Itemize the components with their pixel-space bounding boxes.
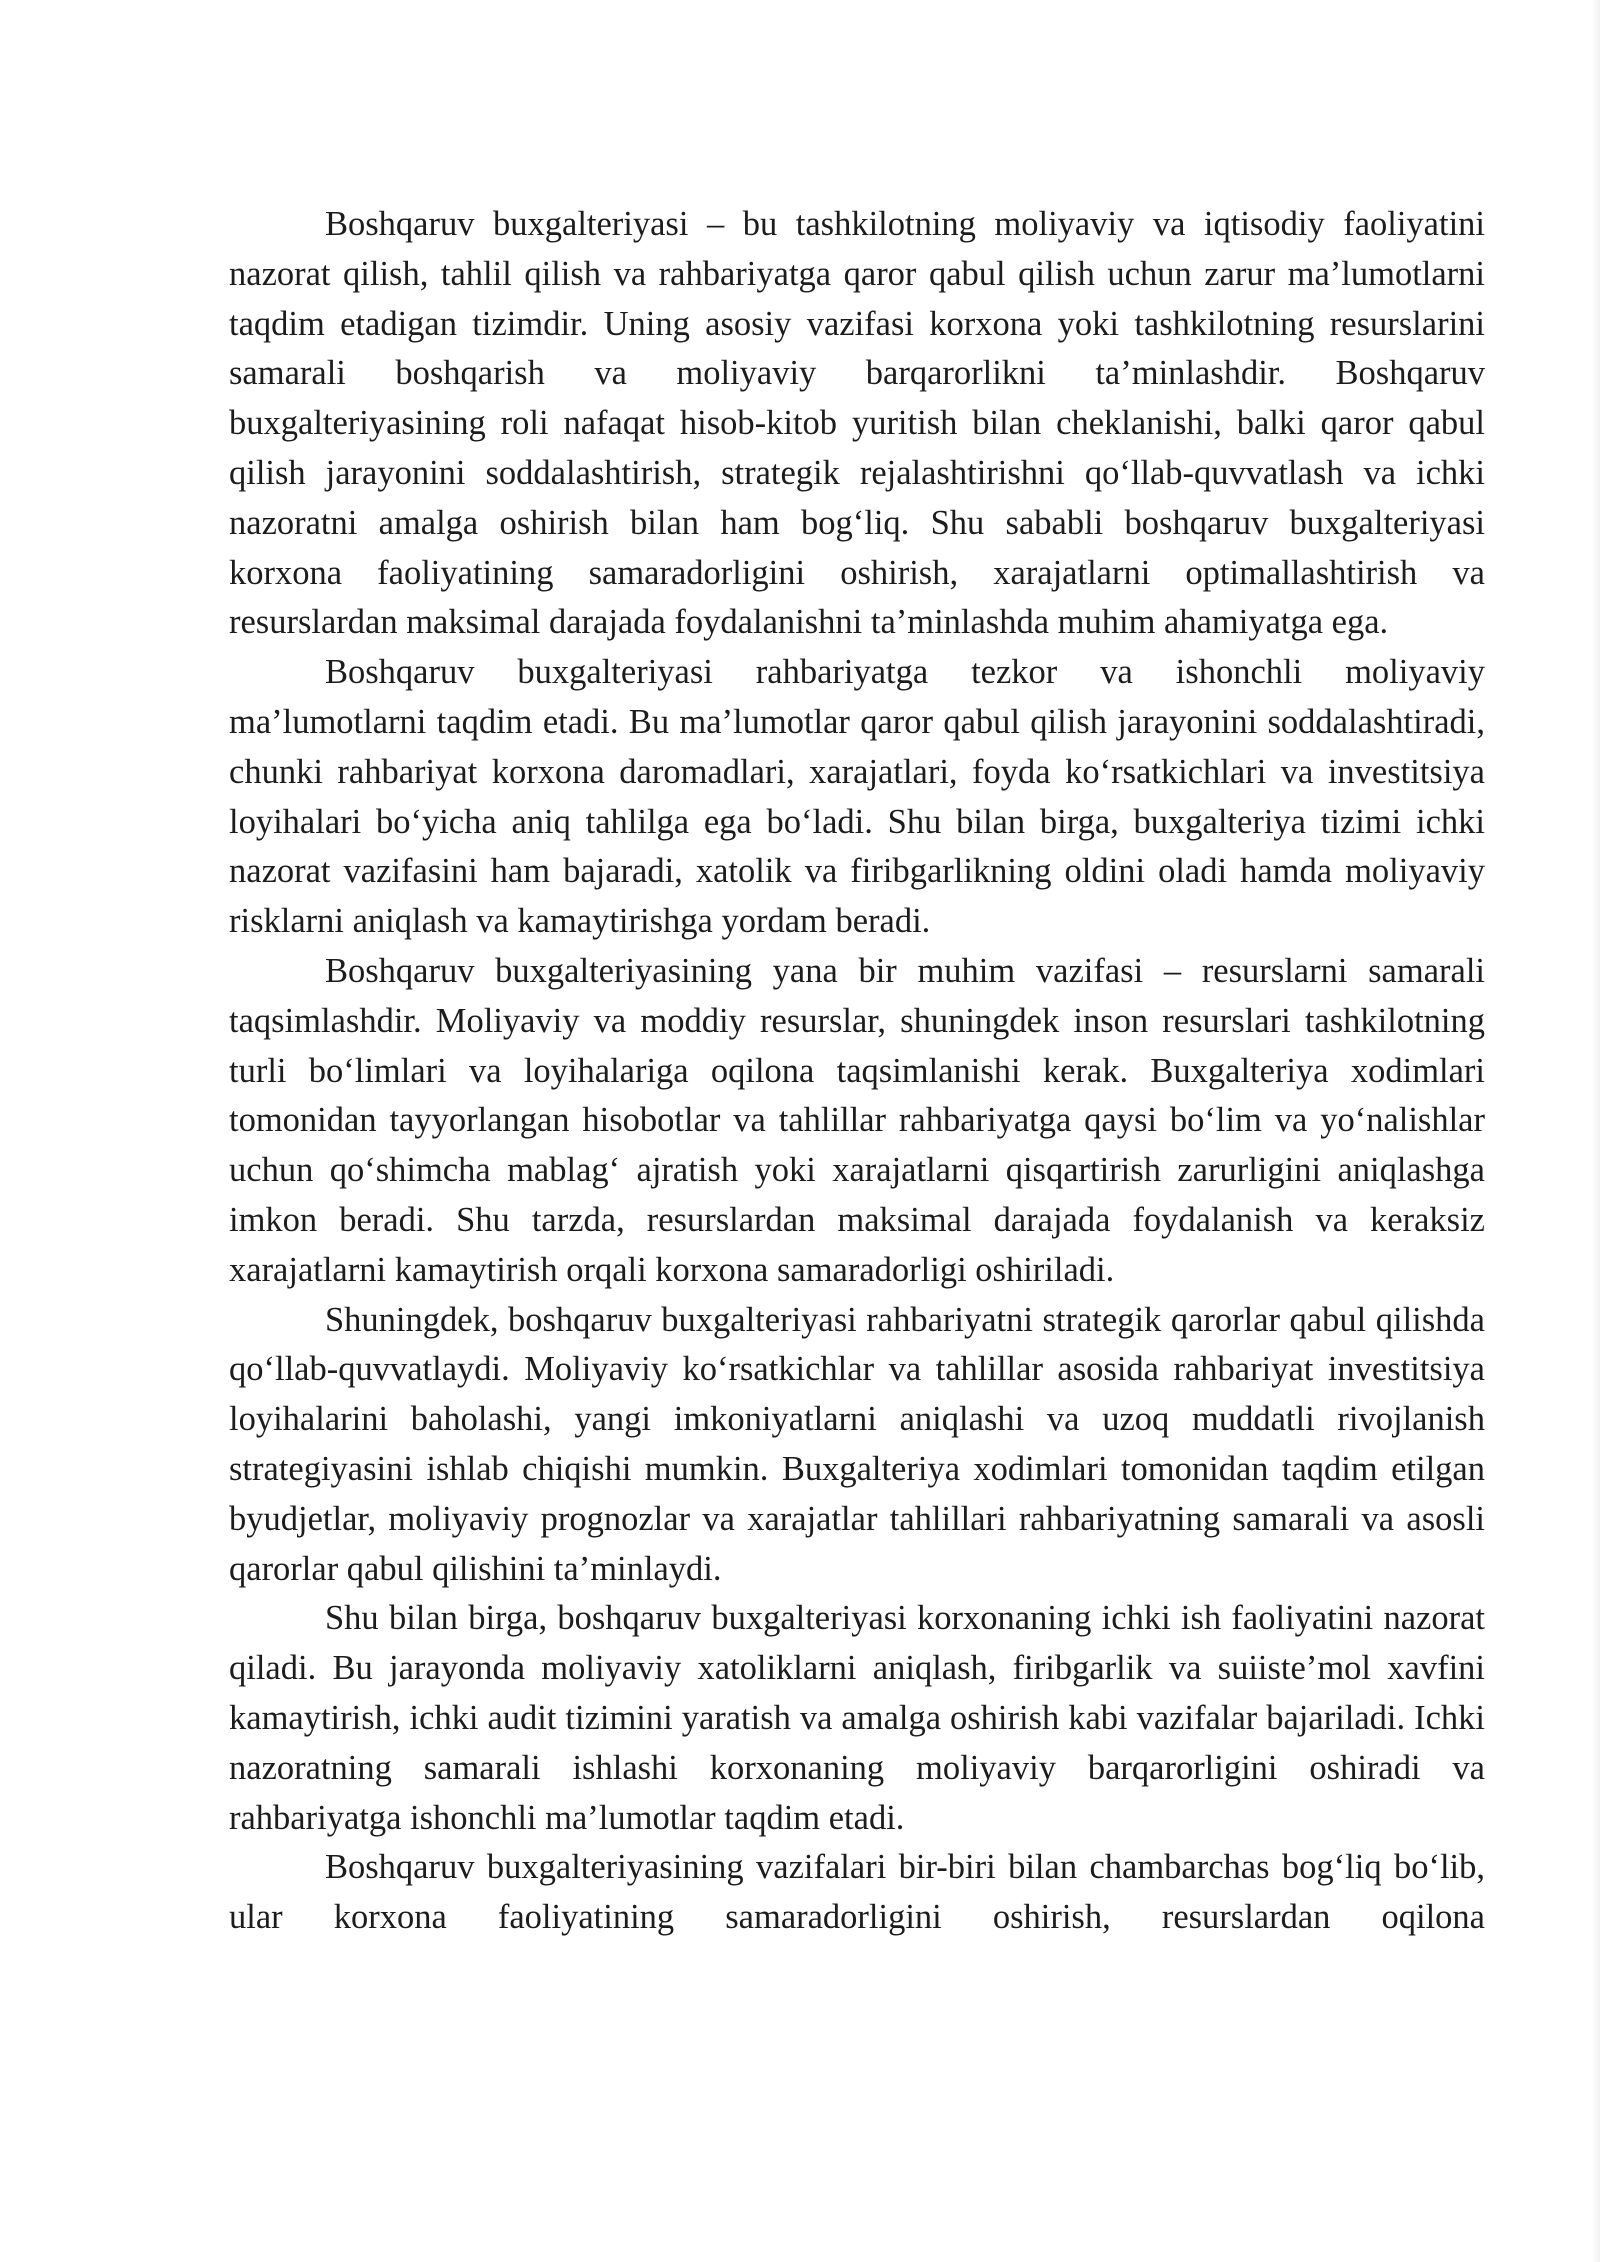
body-text (229, 200, 1485, 1943)
paragraph: Shu bilan birga, boshqaruv buxgalteriyasi korxonaning ichki ish faoliyatini nazorat qiladi. Bu jarayonda moliyaviy xatoliklarni aniqlash, firibgarlik va suiiste’mol xavfini kamaytirish, ichki audit tizimini yaratish va amalga oshirish kabi vazifalar bajariladi. Ichki nazoratning samarali ishlashi korxonaning moliyaviy barqarorligini oshiradi va rahbariyatga ishonchli ma’lumotlar taqdim etadi. (229, 1599, 1485, 1837)
paragraph: Boshqaruv buxgalteriyasining vazifalari bir-biri bilan chambarchas bog‘liq bo‘lib, ular korxona faoliyatining samaradorligini oshirish, resurslardan oqilona (229, 1848, 1485, 1937)
paragraph: Boshqaruv buxgalteriyasining yana bir muhim vazifasi – resurslarni samarali taqsimlashdir. Moliyaviy va moddiy resurslar, shuningdek inson resurslari tashkilotning turli bo‘limlari va loyihalariga oqilona taqsimlanishi kerak. Buxgalteriya xodimlari tomonidan tayyorlangan hisobotlar va tahlillar rahbariyatga qaysi bo‘lim va yo‘nalishlar uchun qo‘shimcha mablag‘ ajratish yoki xarajatlarni qisqartirish zarurligini aniqlashga imkon beradi. Shu tarzda, resurslardan maksimal darajada foydalanish va keraksiz xarajatlarni kamaytirish orqali korxona samaradorligi oshiriladi. (229, 951, 1485, 1289)
paragraph: Shuningdek, boshqaruv buxgalteriyasi rahbariyatni strategik qarorlar qabul qilishda qo‘llab-quvvatlaydi. Moliyaviy ko‘rsatkichlar va tahlillar asosida rahbariyat investitsiya loyihalarini baholashi, yangi imkoniyatlarni aniqlashi va uzoq muddatli rivojlanish strategiyasini ishlab chiqishi mumkin. Buxgalteriya xodimlari tomonidan taqdim etilgan byudjetlar, moliyaviy prognozlar va xarajatlar tahlillari rahbariyatning samarali va asosli qarorlar qabul qilishini ta’minlaydi. (229, 1300, 1485, 1588)
page-edge (1592, 0, 1600, 2262)
paragraph: Boshqaruv buxgalteriyasi – bu tashkilotning moliyaviy va iqtisodiy faoliyatini nazorat qilish, tahlil qilish va rahbariyatga qaror qabul qilish uchun zarur ma’lumotlarni taqdim etadigan tizimdir. Uning asosiy vazifasi korxona yoki tashkilotning resurslarini samarali boshqarish va moliyaviy barqarorlikni ta’minlashdir. Boshqaruv buxgalteriyasining roli nafaqat hisob-kitob yuritish bilan cheklanishi, balki qaror qabul qilish jarayonini soddalashtirish, strategik rejalashtirishni qo‘llab-quvvatlash va ichki nazoratni amalga oshirish bilan ham bog‘liq. Shu sababli boshqaruv buxgalteriyasi korxona faoliyatining samaradorligini oshirish, xarajatlarni optimallashtirish va resurslardan maksimal darajada foydalanishni ta’minlashda muhim ahamiyatga ega. (229, 205, 1485, 642)
paragraph: Boshqaruv buxgalteriyasi rahbariyatga tezkor va ishonchli moliyaviy ma’lumotlarni taqdim etadi. Bu ma’lumotlar qaror qabul qilish jarayonini soddalashtiradi, chunki rahbariyat korxona daromadlari, xarajatlari, foyda ko‘rsatkichlari va investitsiya loyihalari bo‘yicha aniq tahlilga ega bo‘ladi. Shu bilan birga, buxgalteriya tizimi ichki nazorat vazifasini ham bajaradi, xatolik va firibgarlikning oldini oladi hamda moliyaviy risklarni aniqlash va kamaytirishga yordam beradi. (229, 653, 1485, 941)
